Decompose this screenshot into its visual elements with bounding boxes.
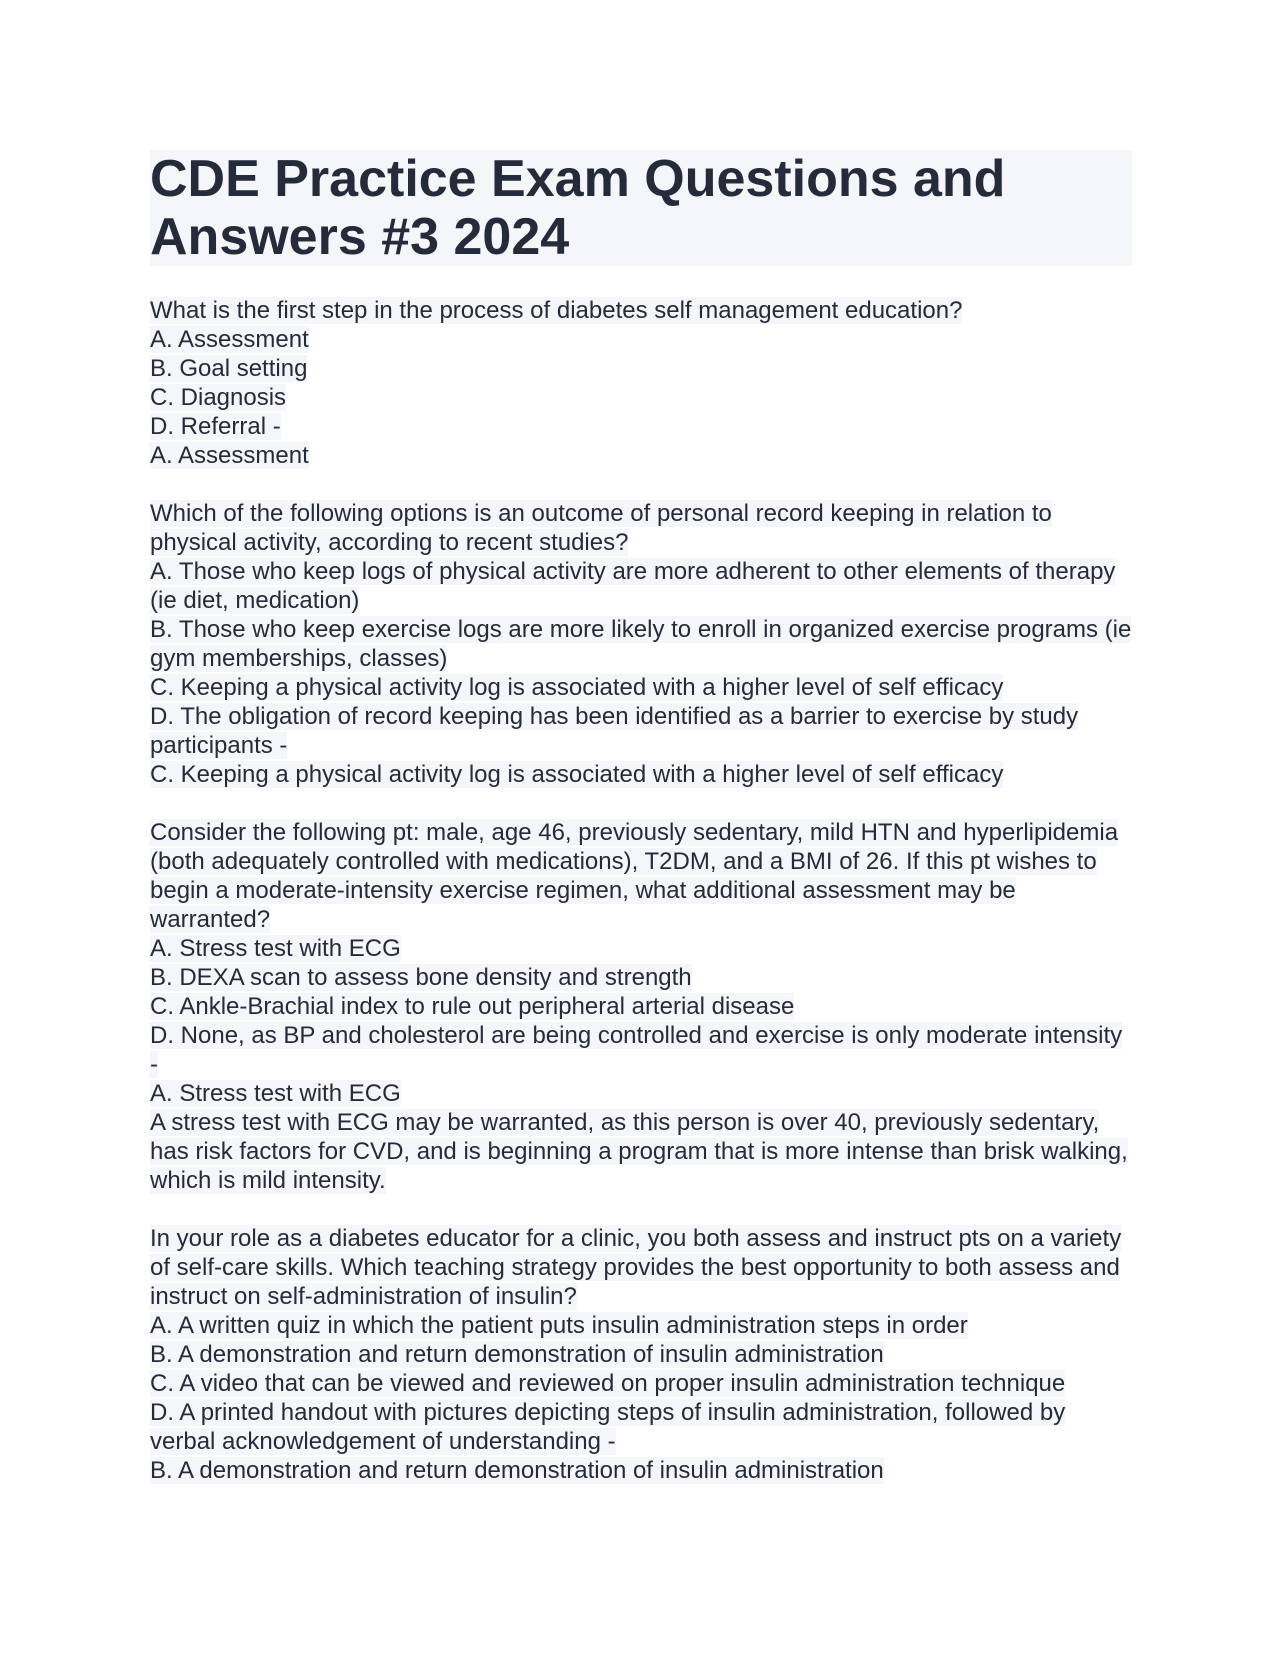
option-a: A. Stress test with ECG: [150, 935, 401, 962]
answer-text: C. Keeping a physical activity log is associated with a higher level of self efficacy: [150, 761, 1004, 788]
question-text: In your role as a diabetes educator for a clinic, you both assess and instruct pts on a variety of self-care skills. Which teaching strategy provides the best opportunity to both assess and instruct on self-administration of insulin?: [150, 1225, 1122, 1310]
answer-text: B. A demonstration and return demonstration of insulin administration: [150, 1457, 884, 1484]
option-b: B. DEXA scan to assess bone density and strength: [150, 964, 692, 991]
answer-text: A. Stress test with ECG: [150, 1080, 401, 1107]
question-text: Which of the following options is an outcome of personal record keeping in relation to physical activity, according to recent studies?: [150, 500, 1052, 556]
option-d: D. The obligation of record keeping has been identified as a barrier to exercise by study participants -: [150, 703, 1079, 759]
answer-text: A. Assessment: [150, 442, 309, 469]
document-page: [150, 150, 1132, 1485]
option-b: B. Goal setting: [150, 355, 308, 382]
option-c: C. Diagnosis: [150, 384, 287, 411]
option-b: B. A demonstration and return demonstration of insulin administration: [150, 1341, 884, 1368]
question-text: What is the first step in the process of diabetes self management education?: [150, 297, 963, 324]
option-a: A. Assessment: [150, 326, 309, 353]
option-d: D. Referral -: [150, 413, 281, 440]
option-c: C. A video that can be viewed and reviewed on proper insulin administration technique: [150, 1370, 1066, 1397]
question-text: Consider the following pt: male, age 46, previously sedentary, mild HTN and hyperlipidemia (both adequately controlled with medications), T2DM, and a BMI of 26. If this pt wishes to begin a moderate-intensity exercise regimen, what additional assessment may be warranted?: [150, 819, 1119, 933]
explanation-text: A stress test with ECG may be warranted, as this person is over 40, previously sedentary, has risk factors for CVD, and is beginning a program that is more intense than brisk walking, which is mild intensity.: [150, 1109, 1128, 1194]
option-c: C. Keeping a physical activity log is associated with a higher level of self efficacy: [150, 674, 1004, 701]
question-block-3: [150, 818, 1132, 1195]
question-block-2: [150, 499, 1132, 789]
option-d: D. A printed handout with pictures depicting steps of insulin administration, followed by verbal acknowledgement of understanding -: [150, 1399, 1066, 1455]
question-block-1: [150, 296, 1132, 470]
question-block-4: [150, 1224, 1132, 1485]
option-b: B. Those who keep exercise logs are more likely to enroll in organized exercise programs (ie gym memberships, classes): [150, 616, 1132, 672]
option-a: A. Those who keep logs of physical activity are more adherent to other elements of therapy (ie diet, medication): [150, 558, 1116, 614]
option-d: D. None, as BP and cholesterol are being controlled and exercise is only moderate intensity -: [150, 1022, 1123, 1078]
document-title: CDE Practice Exam Questions and Answers #3 2024: [150, 150, 1132, 266]
option-a: A. A written quiz in which the patient puts insulin administration steps in order: [150, 1312, 968, 1339]
option-c: C. Ankle-Brachial index to rule out peripheral arterial disease: [150, 993, 795, 1020]
